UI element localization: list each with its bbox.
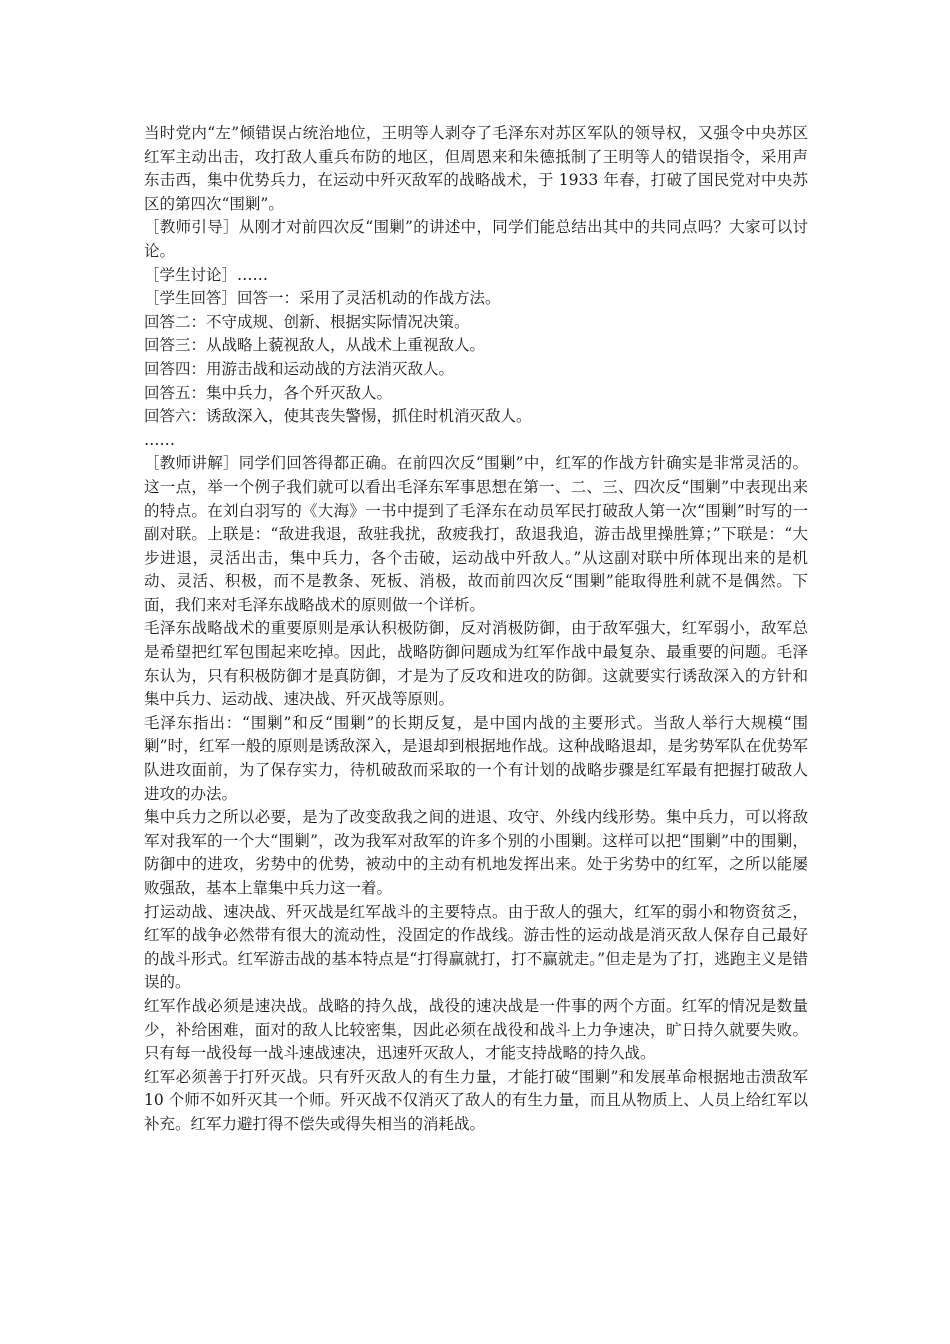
paragraph-answer-four: 回答四：用游击战和运动战的方法消灭敌人。 (144, 359, 455, 378)
paragraph-answer-two: 回答二：不守成规、创新、根据实际情况决策。 (144, 312, 470, 331)
paragraph-active-defense: 毛泽东战略战术的重要原则是承认积极防御，反对消极防御，由于敌军强大，红军弱小，敌军总是希望把红军包围起来吃掉。因此，战略防御问题成为红军作战中最复杂、最重要的问题。毛泽东认为，只有积极防御才是真防御，才是为了反攻和进攻的防御。这就要实行诱敌深入的方针和集中兵力、运动战、速决战、歼灭战等原则。 (144, 619, 808, 709)
paragraph-annihilation: 红军必须善于打歼灭战。只有歼灭敌人的有生力量，才能打破“围剿”和发展革命根据地击溃敌军 10 个师不如歼灭其一个师。歼灭战不仅消灭了敌人的有生力量，而且从物质上、人员上给红军以补充。红军力避打得不偿失或得失相当的消耗战。 (144, 1067, 808, 1133)
paragraph-student-discussion: ［学生讨论］…… (144, 265, 269, 284)
paragraph-quick-decision: 红军作战必须是速决战。战略的持久战，战役的速决战是一件事的两个方面。红军的情况是数量少，补给困难，面对的敌人比较密集，因此必须在战役和战斗上力争速决，旷日持久就要失败。只有每一战役每一战斗速战速决，迅速歼灭敌人，才能支持战略的持久战。 (144, 996, 808, 1063)
paragraph-fourth-campaign: 当时党内“左”倾错误占统治地位，王明等人剥夺了毛泽东对苏区军队的领导权，又强令中央苏区红军主动出击，攻打敌人重兵布防的地区，但周恩来和朱德抵制了王明等人的错误指令，采用声东击西，集中优势兵力，在运动中歼灭敌军的战略战术，于 1933 年春，打破了国民党对中央苏区的第四次“围剿”。 (144, 124, 808, 213)
paragraph-encirclement: 毛泽东指出：“围剿”和反“围剿”的长期反复，是中国内战的主要形式。当敌人举行大规模“围剿”时，红军一般的原则是诱敌深入，是退却到根据地作战。这种战略退却，是劣势军队在优势军队进攻面前，为了保存实力，待机破敌而采取的一个有计划的战略步骤是红军最有把握打破敌人进攻的办法。 (144, 713, 808, 803)
paragraph-answer-three: 回答三：从战略上藐视敌人，从战术上重视敌人。 (144, 336, 486, 355)
paragraph-mobile-warfare: 打运动战、速决战、歼灭战是红军战斗的主要特点。由于敌人的强大，红军的弱小和物资贫乏，红军的战争必然带有很大的流动性，没固定的作战线。游击性的运动战是消灭敌人保存自己最好的战斗形式。红军游击战的基本特点是“打得赢就打，打不赢就走。”但走是为了打，逃跑主义是错误的。 (144, 902, 808, 992)
paragraph-answer-five: 回答五：集中兵力，各个歼灭敌人。 (144, 383, 393, 402)
paragraph-ellipsis: …… (144, 430, 175, 449)
document-page (144, 122, 808, 1137)
paragraph-teacher-explanation: ［教师讲解］同学们回答得都正确。在前四次反“围剿”中，红军的作战方针确实是非常灵活的。这一点，举一个例子我们就可以看出毛泽东军事思想在第一、二、三、四次反“围剿”中表现出来的特点。在刘白羽写的《大海》一书中提到了毛泽东在动员军民打破敌人第一次“围剿”时写的一副对联。上联是：“敌进我退，敌驻我扰，敌疲我打，敌退我追，游击战里操胜算；”下联是：“大步进退，灵活出击，集中兵力，各个击破，运动战中歼敌人。”从这副对联中所体现出来的是机动、灵活、积极，而不是教条、死板、消极，故而前四次反“围剿”能取得胜利就不是偶然。下面，我们来对毛泽东战略战术的原则做一个详析。 (144, 454, 808, 614)
paragraph-teacher-guide: ［教师引导］从刚才对前四次反“围剿”的讲述中，同学们能总结出其中的共同点吗？大家可以讨论。 (144, 218, 808, 260)
paragraph-concentrate-forces: 集中兵力之所以必要，是为了改变敌我之间的进退、攻守、外线内线形势。集中兵力，可以将敌军对我军的一个大“围剿”，改为我军对敌军的许多个别的小围剿。这样可以把“围剿”中的围剿，防御中的进攻，劣势中的优势，被动中的主动有机地发挥出来。处于劣势中的红军，之所以能屡败强敌，基本上靠集中兵力这一着。 (144, 808, 808, 897)
paragraph-answer-six: 回答六：诱敌深入，使其丧失警惕，抓住时机消灭敌人。 (144, 407, 532, 426)
paragraph-answer-one: ［学生回答］回答一：采用了灵活机动的作战方法。 (144, 289, 501, 308)
